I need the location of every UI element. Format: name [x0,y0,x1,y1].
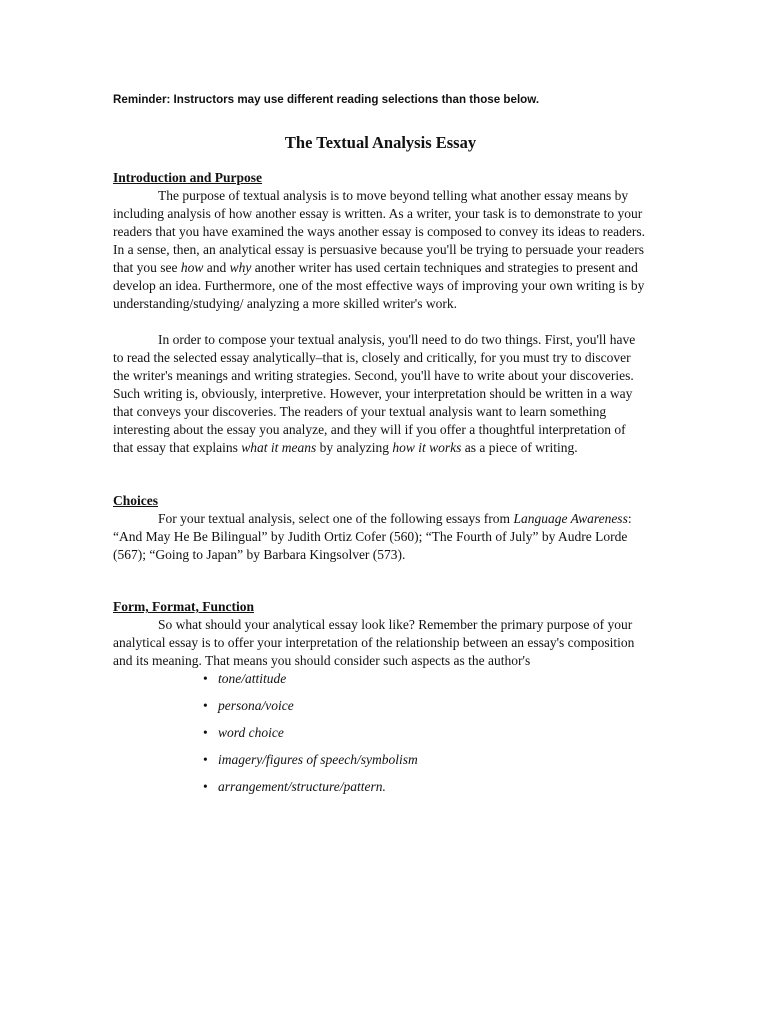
intro-p1-why: why [229,260,252,275]
intro-p2-what-it-means: what it means [241,440,317,455]
form-paragraph: So what should your analytical essay look like? Remember the primary purpose of your analytical essay is to offer your interpretation of the relationship between an essay's composition and its meaning. That means you should consider such aspects as the author's [113,617,635,668]
bullet-icon: • [203,725,208,740]
intro-paragraph-1 [113,187,648,313]
form-heading: Form, Format, Function [113,599,254,614]
aspect-label: imagery/figures of speech/symbolism [218,752,418,767]
intro-p1-how: how [180,260,204,275]
intro-paragraph-2 [113,331,648,457]
aspect-label: arrangement/structure/pattern. [218,779,386,794]
intro-p2-how-it-works: how it works [392,440,462,455]
choices-text-a: For your textual analysis, select one of the following essays from [158,511,514,526]
intro-p1-and: and [203,260,230,275]
aspect-label: persona/voice [218,698,294,713]
intro-p1-text-b: another writer has used certain techniques and strategies to present and develop an idea. Furthermore, one of the most effective ways of improving your own writing is by understanding/studying/ analyzing a more skilled writer's work. [113,260,645,311]
intro-p1-text-a: The purpose of textual analysis is to move beyond telling what another essay means by including analysis of how another essay is written. As a writer, your task is to demonstrate to your readers that you have examined the ways another essay is composed to convey its ideas to readers. In a sense, then, an analytical essay is persuasive because you'll be trying to persuade your readers that you see [113,188,645,275]
bullet-icon: • [203,671,208,686]
document-page [113,92,648,805]
choices-book-title: Language Awareness [513,511,628,526]
intro-p2-text-a: In order to compose your textual analysis, you'll need to do two things. First, you'll have to read the selected essay analytically–that is, closely and critically, for you must try to discover the writer's meanings and writing strategies. Second, you'll have to write about your discoveries. Such writing is, obviously, interpretive. However, your interpretation should be written in a way that conveys your discoveries. The readers of your textual analysis want to learn something interesting about the essay you analyze, and they will if you offer a thoughtful interpretation of that essay that explains [113,332,636,455]
list-item [203,670,648,688]
page-title: The Textual Analysis Essay [284,133,477,152]
intro-heading: Introduction and Purpose [113,170,263,185]
choices-heading: Choices [113,493,158,508]
aspects-list [113,670,648,796]
intro-p2-text-b: by analyzing [316,440,393,455]
choices-text-b: : “And May He Be Bilingual” by Judith Ortiz Cofer (560); “The Fourth of July” by Audre Lorde (567); “Going to Japan” by Barbara Kingsolver (573). [113,511,632,562]
aspect-label: word choice [218,725,284,740]
aspect-label: tone/attitude [218,671,287,686]
bullet-icon: • [203,752,208,767]
list-item [203,697,648,715]
bullet-icon: • [203,779,208,794]
list-item [203,724,648,742]
list-item [203,751,648,769]
choices-paragraph [113,510,648,564]
intro-p2-text-c: as a piece of writing. [461,440,578,455]
list-item [203,778,648,796]
bullet-icon: • [203,698,208,713]
reminder-note: Reminder: Instructors may use different reading selections than those below. [113,93,540,106]
